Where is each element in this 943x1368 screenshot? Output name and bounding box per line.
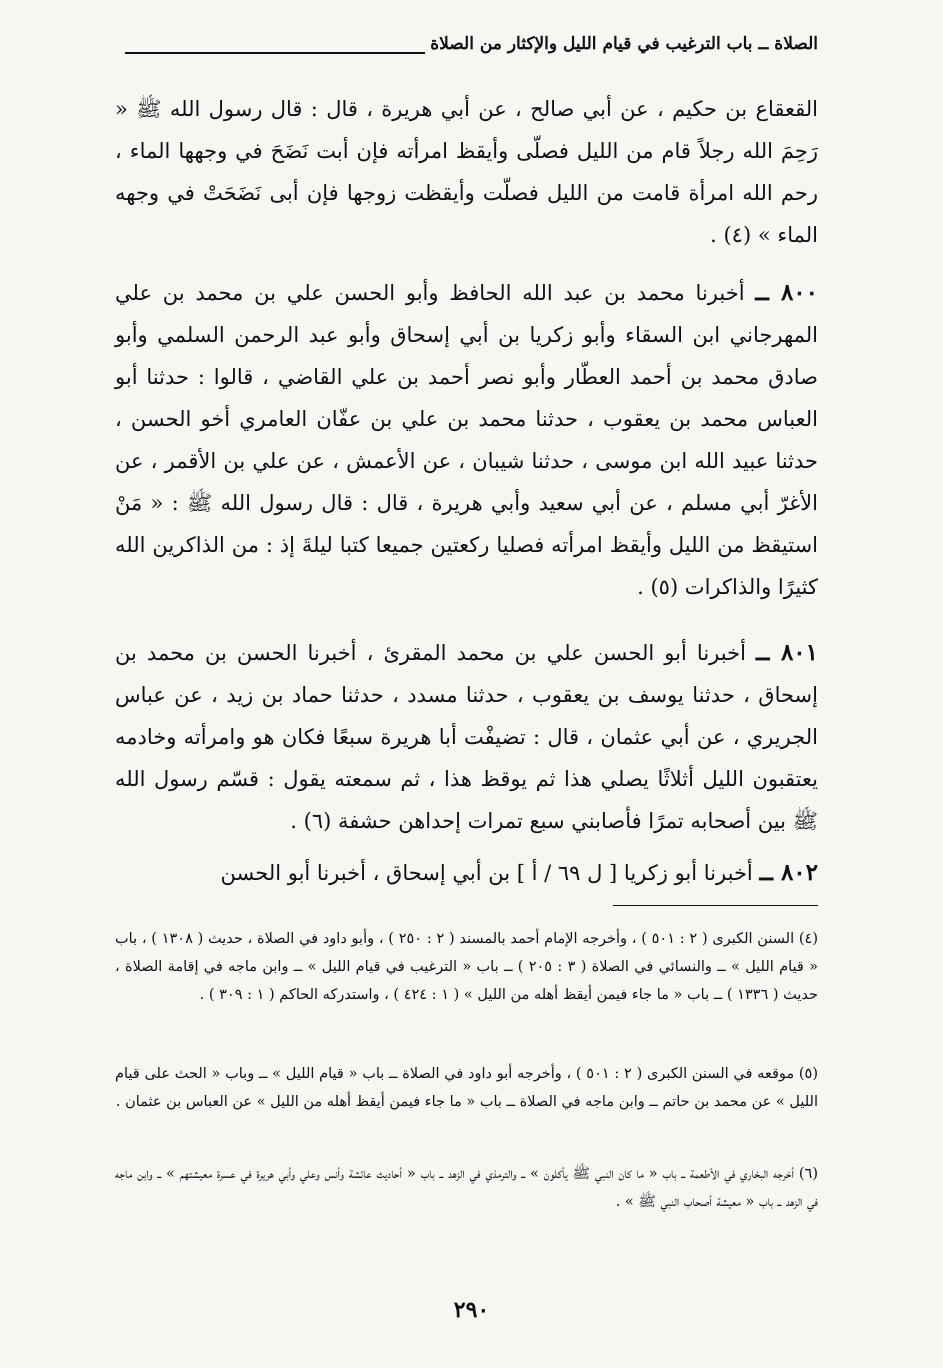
hadith-802 — [115, 852, 818, 898]
footnote-6 — [115, 1160, 818, 1252]
paragraph-text: أخبرنا محمد بن عبد الله الحافظ وأبو الحسن علي بن محمد بن علي المهرجاني ابن السقاء وأبو زكريا بن أبي إسحاق وأبو عبد الرحمن السلمي وأبو صادق محمد بن أحمد العطّار وأبو نصر أحمد بن علي القاضي ، قالوا : حدثنا أبو العباس محمد بن يعقوب ، حدثنا محمد بن علي بن عفّان العامري أخو الحسن ، حدثنا عبيد الله ابن موسى ، حدثنا شيبان ، عن الأعمش ، عن علي بن الأقمر ، عن الأغرّ أبي مسلم ، عن أبي سعيد وأبي هريرة ، قال : قال رسول الله ﷺ : « مَنْ استيقظ من الليل وأيقظ امرأته فصليا ركعتين جميعا كتبا ليلةَ إذ : من الذاكرين الله كثيرًا والذاكرات (٥) . — [115, 281, 818, 599]
header-rule — [125, 52, 425, 54]
paragraph-text: أخبرنا أبو زكريا [ ل ٦٩ / أ ] بن أبي إسحاق ، أخبرنا أبو الحسن — [220, 861, 753, 885]
footnote-separator — [613, 905, 818, 906]
hadith-number: ٨٠٢ ــ — [759, 859, 818, 886]
paragraph-text: أخبرنا أبو الحسن علي بن محمد المقرئ ، أخبرنا الحسن بن محمد بن إسحاق ، حدثنا يوسف بن يعقوب ، حدثنا مسدد ، حدثنا حماد بن زيد ، عن عباس الجريري ، عن أبي عثمان ، قال : تضيفْت أبا هريرة سبعًا فكان هو وامرأته وخادمه يعتقبون الليل أثلاثًا يصلي هذا ثم يوقظ هذا ، ثم سمعته يقول : قسّم رسول الله ﷺ بين أصحابه تمرًا فأصابني سبع تمرات إحداهن حشفة (٦) . — [115, 641, 818, 833]
footnote-5 — [115, 1060, 818, 1156]
page-number: ٢٩٠ — [453, 1297, 490, 1323]
hadith-number: ٨٠٠ ــ — [755, 279, 819, 306]
footnote-text: (٥) موقعه في السنن الكبرى ( ٢ : ٥٠١ ) ، وأخرجه أبو داود في الصلاة ــ باب « قيام الليل » ــ وباب « الحث على قيام الليل » عن محمد بن حاتم ــ وابن ماجه في الصلاة ــ باب « ما جاء فيمن أيقظ أهله من الليل » عن العباس بن عثمان . — [115, 1066, 819, 1110]
footnote-text: (٤) السنن الكبرى ( ٢ : ٥٠١ ) ، وأخرجه الإمام أحمد بالمسند ( ٢ : ٢٥٠ ) ، وأبو داود في الصلاة ، حديث ( ١٣٠٨ ) ، باب « قيام الليل » ــ والنسائي في الصلاة ( ٣ : ٢٠٥ ) ــ باب « الترغيب في قيام الليل » ــ وابن ماجه في إقامة الصلاة ، حديث ( ١٣٣٦ ) ــ باب « ما جاء فيمن أيقظ أهله من الليل » ( ١ : ٤٢٤ ) ، واستدركه الحاكم ( ١ : ٣٠٩ ) . — [115, 931, 818, 1003]
hadith-801 — [115, 632, 818, 850]
paragraph-text: القعقاع بن حكيم ، عن أبي صالح ، عن أبي هريرة ، قال : قال رسول الله ﷺ « رَحِمَ الله رجلاً قام من الليل فصلّى وأيقظ امرأته فإن أبت نَضَحَ في وجهها الماء ، رحم الله امرأة قامت من الليل فصلّت وأيقظت زوجها فإن أبى نَضَحَتْ في وجهه الماء » (٤) . — [115, 97, 818, 247]
hadith-800 — [115, 272, 818, 622]
hadith-number: ٨٠١ ــ — [756, 639, 819, 666]
footnote-4 — [115, 925, 818, 1055]
running-header — [125, 34, 818, 64]
paragraph-continued — [115, 88, 818, 258]
footnote-text: (٦) أخرجه البخاري في الأطعمة ــ باب « ما كان النبي ﷺ يأكلون » ــ والترمذي في الزهد ــ باب « أحاديث عائشة وأنس وعلي وأبي هريرة في عسرة معيشتهم » ــ وابن ماجه في الزهد ــ باب « معيشة أصحاب النبي ﷺ » . — [115, 1166, 818, 1210]
running-title: الصلاة ــ باب الترغيب في قيام الليل والإكثار من الصلاة — [430, 34, 818, 54]
